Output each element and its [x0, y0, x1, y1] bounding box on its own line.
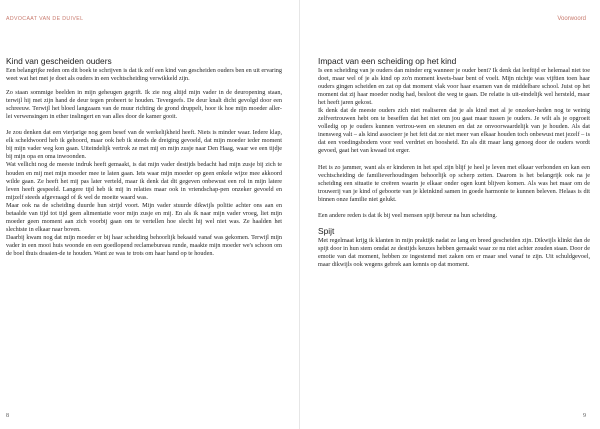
paragraph: Daarbij kwam nog dat mijn moeder er bij haar scheiding behoorlijk bekaaid vanaf was gekomen. Terwijl mijn vader in een mooi huis woonde en een goedlopend reclamebureau runde, maakte mijn moeder we's schoon om de boel thuis draaien-de te houden. Want ze was te trots om haar hand op te houden. [6, 233, 282, 257]
paragraph: Met regelmaat krijg ik klanten in mijn praktijk nadat ze lang en breed gescheiden zijn. Dikwijls klinkt dan de spijt door in hun stem omdat ze destijds keuzes hebben gemaakt waar ze nu niet achter zouden staan. Door de emotie van dat moment, hebben ze ingestemd met zaken om er maar snel vanaf te zijn. Uit schuldgevoel, maar dikwijls ook wegens gebrek aan kennis op dat moment. [318, 236, 590, 268]
left-text-column [6, 56, 282, 258]
running-head-left: ADVOCAAT VAN DE DUIVEL [6, 16, 84, 22]
section-heading-impact: Impact van een scheiding op het kind [318, 56, 457, 66]
page-number-left: 8 [6, 413, 9, 419]
paragraph: Is een scheiding van je ouders dan minder erg wanneer je ouder bent? Ik denk dat leeftijd er helemaal niet toe doet, maar wel of je als kind op zo'n moment kwets-baar bent of voelt. Mijn nichtje was vijftien toen haar ouders gingen scheiden en zat op dat moment vlak voor haar examen van de middelbare school. Juist op het moment dat zij haar moeder nodig had, besloot die weg te gaan. De relatie is uit-eindelijk wel hersteld, maar het heeft jaren gekost. [318, 67, 590, 107]
page-number-right: 9 [583, 413, 586, 419]
right-page [300, 0, 600, 429]
section-heading-kind-van-gescheiden-ouders: Kind van gescheiden ouders [6, 56, 112, 66]
section-heading-spijt: Spijt [318, 225, 335, 236]
paragraph: Een belangrijke reden om dit boek te schrijven is dat ik zelf een kind van gescheiden ouders ben en uit ervaring weet wat het met je doet als ouders in een vechtscheiding verwikkeld zijn. [6, 67, 282, 83]
running-head-right: Voorwoord [557, 16, 586, 22]
paragraph: Ik denk dat de meeste ouders zich niet realiseren dat je als kind met al je onzeker-heden nog te weinig zelfvertrouwen hebt om te beseffen dat het niet om jou gaat maar tussen je ouders. Je wilt als je opgroeit volledig op je ouders kunnen vertrou-wen en steunen en dat ze onvoorwaardelijk van je houden. Als dat inensweg valt – als kind associeer je het feit dat ze niet meer van elkaar houden toch onbewust met jezelf – is dat een voedingsbodem voor veel verdriet en boosheid. En als dit maar lang genoeg door de ouders wordt gevoed, gaat het van kwaad tot erger. [318, 107, 590, 155]
paragraph: Maar ook na de scheiding duurde hun strijd voort. Mijn vader stuurde dikwijls politie achter ons aan en betaalde van tijd tot tijd geen alimentatie voor mijn zusje en mij. En als ik naar mijn vader vroeg, liet mijn moeder geen moment aan zich voorbij gaan om te vertellen hoe slecht hij wel niet was. Ze haalden het slechtste in elkaar naar boven. [6, 201, 282, 233]
paragraph: Wat vellicht nog de meeste indruk heeft gemaakt, is dat mijn vader destijds bedacht had mijn zusje bij zich te houden en mij met mijn moeder mee te laten gaan. Iets waar mijn moeder op geen enkele wijze mee akkoord wilde gaan. Ze heeft het mij pas later verteld, maar ik denk dat dit gegeven onbewust een rol in mijn latere leven heeft gespeeld. Langere tijd heb ik mij in relaties maar ook in vriendschap-pen onzeker gevoeld en mijzelf steeds afgevraagd of ik wel de moeite waard was. [6, 161, 282, 201]
paragraph: Zo staan sommige beelden in mijn geheugen gegrift. Ik zie nog altijd mijn vader in de deuropening staan, terwijl hij met zijn hand de deur tegen probeert te houden. Tevergeefs. De deur knalt dicht gevolgd door een schreeuw. Terwijl het bloed langzaam van de muur richting de grond druppelt, hoor ik hoe mijn moeder aller-lei verwensingen in ether inslingert en van alles door de kamer gooit. [6, 89, 282, 121]
paragraph: Het is zo jammer, want als er kinderen in het spel zijn blijf je heel je leven met elkaar verbonden en kan een vechtscheiding de familieverhoudingen behoorlijk op scherp zetten. Daarom is het belangrijk ook na je scheiding een situatie te creëren waarin je elkaar onder ogen kunt blijven komen. Als was het maar om de trouwerij van je kind of geboorte van je kleinkind samen in goede harmonie te kunnen beleven. Helaas is dit binnen onze familie niet gelukt. [318, 163, 590, 203]
right-text-column [318, 56, 590, 269]
paragraph: Een andere reden is dat ik bij veel mensen spijt bereur na hun scheiding. [318, 211, 498, 219]
paragraph: Je zou denken dat een vierjarige nog geen besef van de werkelijkheid heeft. Niets is minder waar. Iedere klap, elk scheldwoord heb ik gehoord, maar ook heb ik steeds de dreiging gevoeld, dat mijn moeder ieder moment bij mijn vader weg kon gaan. Uiteindelijk vertrok ze met mij en mijn zusje naar Den Haag, waar we een tijdje bij mijn opa en oma inwoonden. [6, 129, 282, 161]
